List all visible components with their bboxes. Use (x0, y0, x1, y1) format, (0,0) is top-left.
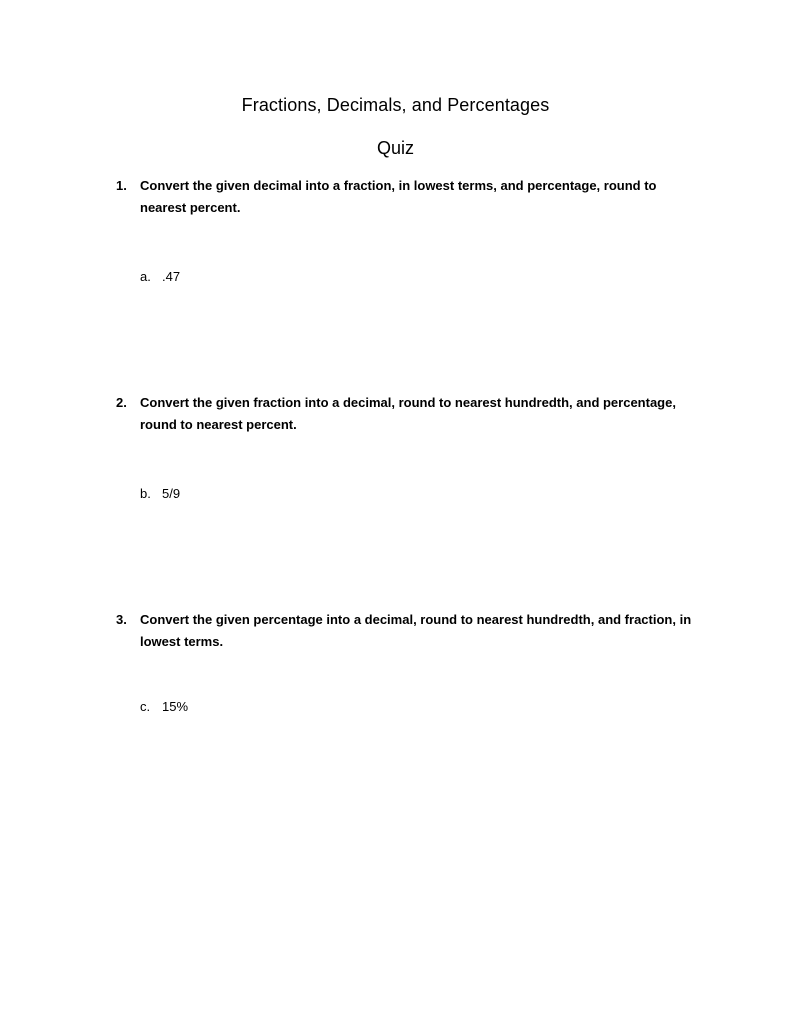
item-letter: b. (140, 486, 151, 501)
page-subtitle: Quiz (376, 138, 414, 158)
item-letter: a. (140, 269, 151, 284)
item-value: .47 (162, 269, 181, 284)
question-number: 1. (116, 178, 127, 193)
item-letter: c. (140, 699, 151, 714)
item-value: 15% (162, 699, 189, 714)
item-value: 5/9 (162, 486, 181, 501)
page-title: Fractions, Decimals, and Percentages (241, 95, 550, 115)
question-3-item (140, 697, 188, 717)
question-2-item (140, 484, 180, 504)
question-number: 2. (116, 395, 127, 410)
question-text: Convert the given decimal into a fraction, in lowest terms, and percentage, round to nearest percent. (140, 178, 657, 215)
question-number: 3. (116, 612, 127, 627)
question-text: Convert the given percentage into a decimal, round to nearest hundredth, and fraction, in lowest terms. (140, 612, 692, 649)
question-1-item (140, 267, 180, 287)
question-text: Convert the given fraction into a decimal, round to nearest hundredth, and percentage, round to nearest percent. (140, 395, 676, 432)
